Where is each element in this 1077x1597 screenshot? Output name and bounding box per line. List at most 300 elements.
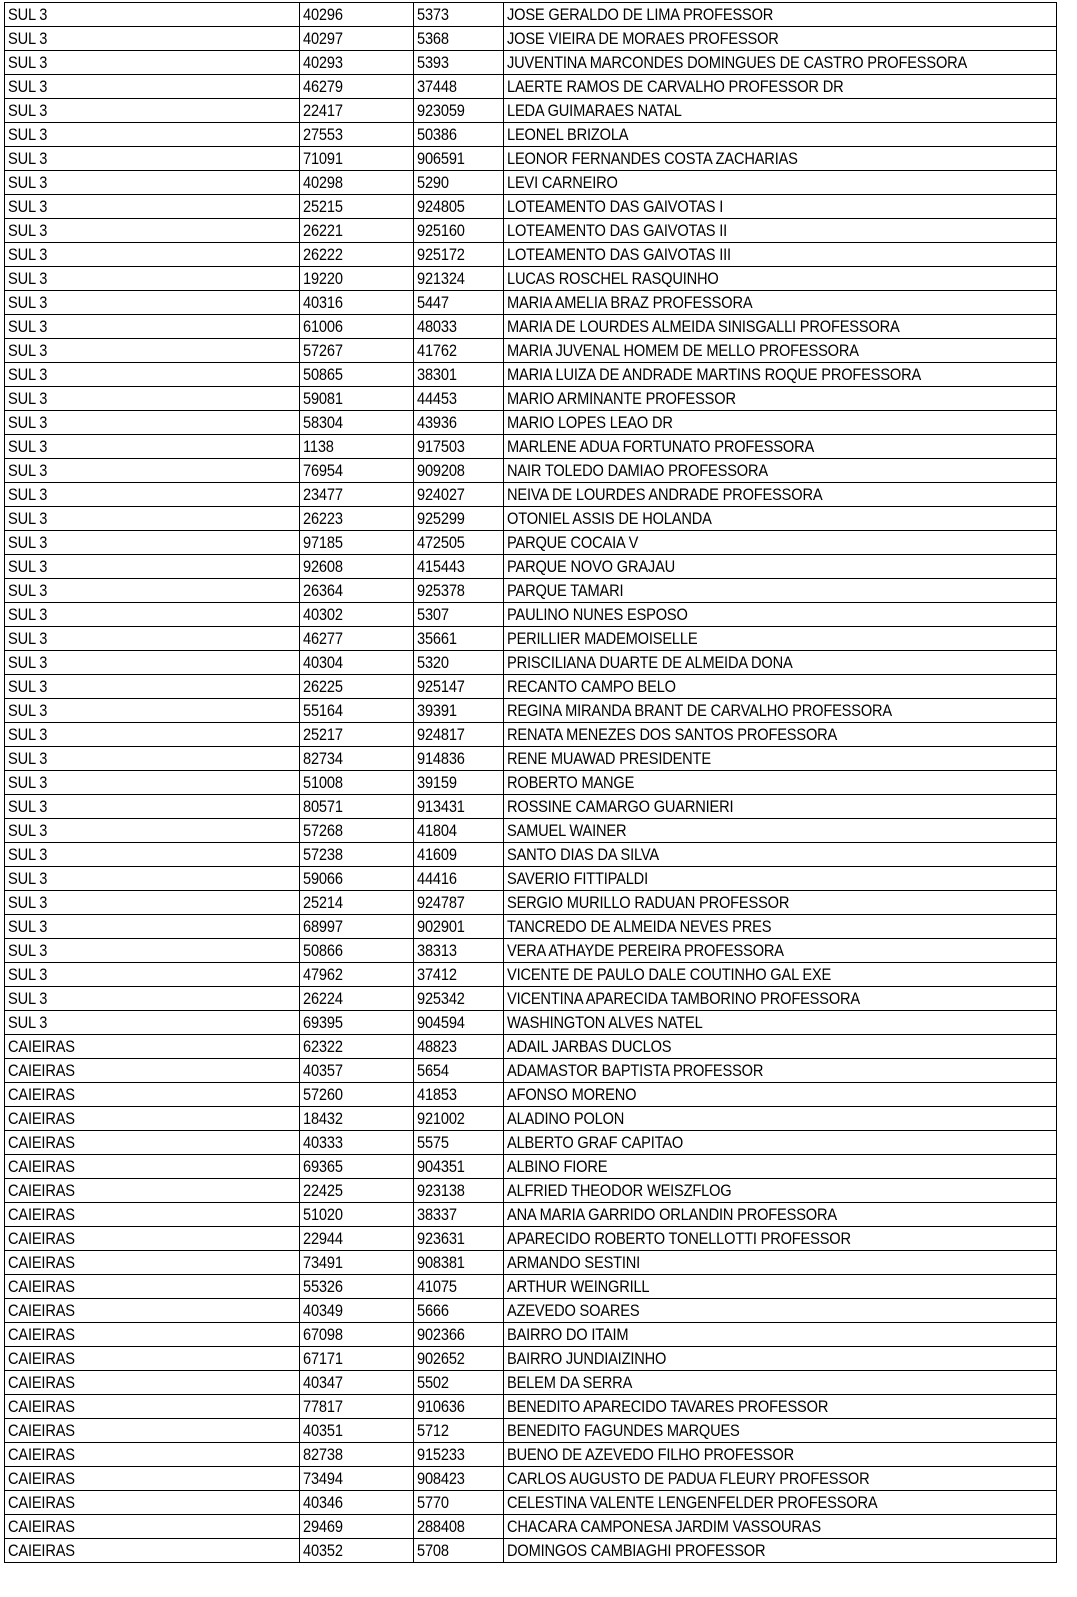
table-row	[5, 123, 1057, 147]
code-text: 40352	[303, 1541, 343, 1560]
code-cell	[300, 891, 414, 915]
region-cell	[5, 1179, 300, 1203]
table-row	[5, 3, 1057, 27]
school-name-text: PAULINO NUNES ESPOSO	[507, 605, 688, 624]
code-text: 40298	[303, 173, 343, 192]
code-cell	[300, 435, 414, 459]
table-row	[5, 963, 1057, 987]
school-name-cell	[504, 1275, 1057, 1299]
table-row	[5, 339, 1057, 363]
table-row	[5, 771, 1057, 795]
code-cell	[300, 411, 414, 435]
region-cell	[5, 963, 300, 987]
region-cell	[5, 579, 300, 603]
school-name-text: NAIR TOLEDO DAMIAO PROFESSORA	[507, 461, 768, 480]
table-row	[5, 1347, 1057, 1371]
school-name-cell	[504, 387, 1057, 411]
school-name-cell	[504, 747, 1057, 771]
region-cell	[5, 123, 300, 147]
inep-code-cell	[414, 651, 504, 675]
code-text: 25214	[303, 893, 343, 912]
region-text: SUL 3	[8, 965, 48, 984]
code-cell	[300, 675, 414, 699]
code-text: 57260	[303, 1085, 343, 1104]
code-cell	[300, 387, 414, 411]
school-name-text: PRISCILIANA DUARTE DE ALMEIDA DONA	[507, 653, 793, 672]
table-row	[5, 531, 1057, 555]
inep-code-text: 923059	[417, 101, 465, 120]
table-row	[5, 1467, 1057, 1491]
table-row	[5, 1131, 1057, 1155]
inep-code-text: 5654	[417, 1061, 449, 1080]
region-cell	[5, 939, 300, 963]
inep-code-text: 924805	[417, 197, 465, 216]
inep-code-cell	[414, 1443, 504, 1467]
code-text: 1138	[303, 437, 334, 456]
region-cell	[5, 1155, 300, 1179]
region-text: SUL 3	[8, 413, 48, 432]
school-name-cell	[504, 843, 1057, 867]
inep-code-cell	[414, 1203, 504, 1227]
inep-code-cell	[414, 507, 504, 531]
inep-code-text: 923631	[417, 1229, 465, 1248]
code-text: 73494	[303, 1469, 343, 1488]
table-row	[5, 819, 1057, 843]
region-text: CAIEIRAS	[8, 1325, 75, 1344]
code-cell	[300, 1347, 414, 1371]
school-name-text: LUCAS ROSCHEL RASQUINHO	[507, 269, 719, 288]
school-name-cell	[504, 531, 1057, 555]
region-cell	[5, 27, 300, 51]
school-name-text: PARQUE COCAIA V	[507, 533, 639, 552]
code-text: 55326	[303, 1277, 343, 1296]
inep-code-cell	[414, 555, 504, 579]
code-text: 40351	[303, 1421, 343, 1440]
table-row	[5, 51, 1057, 75]
code-cell	[300, 1227, 414, 1251]
region-text: SUL 3	[8, 173, 48, 192]
school-name-text: SAVERIO FITTIPALDI	[507, 869, 648, 888]
school-name-text: LEVI CARNEIRO	[507, 173, 618, 192]
school-table	[4, 2, 1057, 1563]
inep-code-text: 38301	[417, 365, 457, 384]
school-name-cell	[504, 1515, 1057, 1539]
inep-code-text: 924787	[417, 893, 465, 912]
inep-code-text: 44416	[417, 869, 457, 888]
inep-code-cell	[414, 123, 504, 147]
school-name-text: LOTEAMENTO DAS GAIVOTAS I	[507, 197, 724, 216]
table-row	[5, 1419, 1057, 1443]
code-cell	[300, 99, 414, 123]
school-name-cell	[504, 1395, 1057, 1419]
code-cell	[300, 1299, 414, 1323]
inep-code-text: 5666	[417, 1301, 449, 1320]
school-name-text: PERILLIER MADEMOISELLE	[507, 629, 698, 648]
inep-code-cell	[414, 1275, 504, 1299]
school-name-cell	[504, 1491, 1057, 1515]
table-row	[5, 1515, 1057, 1539]
code-text: 40302	[303, 605, 343, 624]
inep-code-cell	[414, 1011, 504, 1035]
code-cell	[300, 315, 414, 339]
inep-code-text: 924027	[417, 485, 465, 504]
school-name-text: SAMUEL WAINER	[507, 821, 627, 840]
school-name-cell	[504, 1371, 1057, 1395]
inep-code-cell	[414, 795, 504, 819]
region-text: CAIEIRAS	[8, 1109, 75, 1128]
school-name-cell	[504, 99, 1057, 123]
region-cell	[5, 1251, 300, 1275]
code-text: 82738	[303, 1445, 343, 1464]
inep-code-cell	[414, 723, 504, 747]
region-text: SUL 3	[8, 773, 48, 792]
code-cell	[300, 795, 414, 819]
inep-code-text: 910636	[417, 1397, 465, 1416]
inep-code-text: 906591	[417, 149, 465, 168]
code-text: 67171	[303, 1349, 343, 1368]
school-name-cell	[504, 1059, 1057, 1083]
inep-code-cell	[414, 1107, 504, 1131]
school-name-cell	[504, 75, 1057, 99]
code-cell	[300, 1059, 414, 1083]
inep-code-text: 5373	[417, 5, 449, 24]
school-name-text: DOMINGOS CAMBIAGHI PROFESSOR	[507, 1541, 766, 1560]
code-text: 57268	[303, 821, 343, 840]
school-name-text: MARIO ARMINANTE PROFESSOR	[507, 389, 736, 408]
code-cell	[300, 123, 414, 147]
code-text: 62322	[303, 1037, 343, 1056]
region-cell	[5, 507, 300, 531]
school-name-text: APARECIDO ROBERTO TONELLOTTI PROFESSOR	[507, 1229, 851, 1248]
region-cell	[5, 747, 300, 771]
code-text: 26221	[303, 221, 343, 240]
inep-code-cell	[414, 963, 504, 987]
school-name-cell	[504, 1227, 1057, 1251]
code-cell	[300, 939, 414, 963]
table-row	[5, 459, 1057, 483]
region-text: SUL 3	[8, 725, 48, 744]
region-text: CAIEIRAS	[8, 1517, 75, 1536]
region-cell	[5, 219, 300, 243]
code-cell	[300, 75, 414, 99]
school-name-cell	[504, 939, 1057, 963]
region-text: CAIEIRAS	[8, 1157, 75, 1176]
region-text: SUL 3	[8, 509, 48, 528]
code-cell	[300, 291, 414, 315]
school-name-cell	[504, 339, 1057, 363]
code-text: 92608	[303, 557, 343, 576]
school-name-cell	[504, 1155, 1057, 1179]
inep-code-cell	[414, 699, 504, 723]
code-cell	[300, 699, 414, 723]
table-row	[5, 1227, 1057, 1251]
school-name-text: MARIA JUVENAL HOMEM DE MELLO PROFESSORA	[507, 341, 859, 360]
code-text: 80571	[303, 797, 343, 816]
region-cell	[5, 1011, 300, 1035]
region-cell	[5, 867, 300, 891]
table-row	[5, 1203, 1057, 1227]
code-cell	[300, 1467, 414, 1491]
inep-code-text: 39391	[417, 701, 457, 720]
code-text: 18432	[303, 1109, 343, 1128]
school-name-text: VICENTINA APARECIDA TAMBORINO PROFESSORA	[507, 989, 861, 1008]
region-text: SUL 3	[8, 293, 48, 312]
table-row	[5, 1083, 1057, 1107]
inep-code-cell	[414, 363, 504, 387]
code-text: 67098	[303, 1325, 343, 1344]
inep-code-text: 925160	[417, 221, 465, 240]
code-text: 51008	[303, 773, 343, 792]
code-cell	[300, 3, 414, 27]
inep-code-text: 5307	[417, 605, 449, 624]
region-cell	[5, 411, 300, 435]
school-name-cell	[504, 819, 1057, 843]
region-cell	[5, 387, 300, 411]
code-text: 82734	[303, 749, 343, 768]
inep-code-cell	[414, 459, 504, 483]
region-cell	[5, 1347, 300, 1371]
region-cell	[5, 3, 300, 27]
inep-code-cell	[414, 627, 504, 651]
code-text: 59066	[303, 869, 343, 888]
inep-code-cell	[414, 1059, 504, 1083]
inep-code-cell	[414, 843, 504, 867]
region-cell	[5, 243, 300, 267]
school-name-cell	[504, 1419, 1057, 1443]
inep-code-cell	[414, 171, 504, 195]
inep-code-cell	[414, 267, 504, 291]
code-text: 40347	[303, 1373, 343, 1392]
code-cell	[300, 1179, 414, 1203]
region-cell	[5, 1419, 300, 1443]
region-cell	[5, 1395, 300, 1419]
code-text: 27553	[303, 125, 343, 144]
region-cell	[5, 483, 300, 507]
table-row	[5, 891, 1057, 915]
region-text: SUL 3	[8, 821, 48, 840]
inep-code-text: 902652	[417, 1349, 465, 1368]
region-cell	[5, 675, 300, 699]
inep-code-cell	[414, 1539, 504, 1563]
school-name-text: WASHINGTON ALVES NATEL	[507, 1013, 703, 1032]
school-name-text: ROBERTO MANGE	[507, 773, 635, 792]
region-text: SUL 3	[8, 605, 48, 624]
school-name-cell	[504, 723, 1057, 747]
code-cell	[300, 1107, 414, 1131]
school-name-text: RENE MUAWAD PRESIDENTE	[507, 749, 711, 768]
region-text: SUL 3	[8, 893, 48, 912]
region-cell	[5, 1107, 300, 1131]
school-name-cell	[504, 1539, 1057, 1563]
school-name-text: ADAMASTOR BAPTISTA PROFESSOR	[507, 1061, 764, 1080]
code-text: 40349	[303, 1301, 343, 1320]
school-name-text: JUVENTINA MARCONDES DOMINGUES DE CASTRO PROFESSORA	[507, 53, 968, 72]
region-cell	[5, 1371, 300, 1395]
region-cell	[5, 1059, 300, 1083]
region-text: CAIEIRAS	[8, 1373, 75, 1392]
inep-code-cell	[414, 291, 504, 315]
inep-code-cell	[414, 867, 504, 891]
table-row	[5, 483, 1057, 507]
inep-code-cell	[414, 75, 504, 99]
code-cell	[300, 819, 414, 843]
table-row	[5, 555, 1057, 579]
region-cell	[5, 459, 300, 483]
inep-code-text: 5708	[417, 1541, 449, 1560]
region-text: CAIEIRAS	[8, 1133, 75, 1152]
region-cell	[5, 51, 300, 75]
school-name-cell	[504, 435, 1057, 459]
region-text: SUL 3	[8, 53, 48, 72]
region-text: SUL 3	[8, 5, 48, 24]
inep-code-text: 41762	[417, 341, 457, 360]
region-cell	[5, 1275, 300, 1299]
school-name-text: SANTO DIAS DA SILVA	[507, 845, 659, 864]
school-name-text: ROSSINE CAMARGO GUARNIERI	[507, 797, 734, 816]
table-row	[5, 1299, 1057, 1323]
inep-code-text: 924817	[417, 725, 465, 744]
code-text: 58304	[303, 413, 343, 432]
table-row	[5, 99, 1057, 123]
region-cell	[5, 75, 300, 99]
region-text: SUL 3	[8, 101, 48, 120]
inep-code-cell	[414, 219, 504, 243]
inep-code-text: 904351	[417, 1157, 465, 1176]
table-row	[5, 1059, 1057, 1083]
inep-code-cell	[414, 1371, 504, 1395]
code-cell	[300, 1275, 414, 1299]
region-cell	[5, 1083, 300, 1107]
inep-code-cell	[414, 939, 504, 963]
region-cell	[5, 699, 300, 723]
inep-code-text: 41804	[417, 821, 457, 840]
school-name-cell	[504, 555, 1057, 579]
school-name-cell	[504, 267, 1057, 291]
region-cell	[5, 891, 300, 915]
inep-code-text: 925299	[417, 509, 465, 528]
school-name-cell	[504, 1011, 1057, 1035]
region-cell	[5, 603, 300, 627]
inep-code-text: 41609	[417, 845, 457, 864]
region-text: SUL 3	[8, 677, 48, 696]
inep-code-cell	[414, 1179, 504, 1203]
region-cell	[5, 555, 300, 579]
inep-code-cell	[414, 1395, 504, 1419]
region-cell	[5, 147, 300, 171]
school-name-text: RENATA MENEZES DOS SANTOS PROFESSORA	[507, 725, 838, 744]
school-name-cell	[504, 915, 1057, 939]
inep-code-text: 415443	[417, 557, 465, 576]
region-text: SUL 3	[8, 269, 48, 288]
school-name-text: CHACARA CAMPONESA JARDIM VASSOURAS	[507, 1517, 821, 1536]
inep-code-cell	[414, 1299, 504, 1323]
school-name-cell	[504, 963, 1057, 987]
code-cell	[300, 1251, 414, 1275]
inep-code-cell	[414, 1323, 504, 1347]
code-text: 69395	[303, 1013, 343, 1032]
inep-code-text: 37448	[417, 77, 457, 96]
school-name-text: BAIRRO DO ITAIM	[507, 1325, 629, 1344]
inep-code-text: 909208	[417, 461, 465, 480]
region-text: SUL 3	[8, 485, 48, 504]
region-cell	[5, 363, 300, 387]
region-cell	[5, 1131, 300, 1155]
table-row	[5, 1155, 1057, 1179]
inep-code-cell	[414, 243, 504, 267]
code-cell	[300, 1515, 414, 1539]
table-row	[5, 1275, 1057, 1299]
inep-code-cell	[414, 1467, 504, 1491]
code-text: 57267	[303, 341, 343, 360]
region-text: SUL 3	[8, 341, 48, 360]
inep-code-text: 902366	[417, 1325, 465, 1344]
inep-code-text: 50386	[417, 125, 457, 144]
code-text: 26225	[303, 677, 343, 696]
inep-code-text: 904594	[417, 1013, 465, 1032]
code-text: 50865	[303, 365, 343, 384]
region-cell	[5, 795, 300, 819]
code-cell	[300, 147, 414, 171]
inep-code-text: 35661	[417, 629, 457, 648]
region-text: SUL 3	[8, 941, 48, 960]
region-text: SUL 3	[8, 653, 48, 672]
region-text: SUL 3	[8, 461, 48, 480]
school-name-cell	[504, 1179, 1057, 1203]
region-text: SUL 3	[8, 845, 48, 864]
region-text: SUL 3	[8, 869, 48, 888]
table-row	[5, 915, 1057, 939]
code-cell	[300, 507, 414, 531]
code-text: 57238	[303, 845, 343, 864]
region-cell	[5, 1491, 300, 1515]
school-name-cell	[504, 219, 1057, 243]
table-row	[5, 387, 1057, 411]
school-name-cell	[504, 1251, 1057, 1275]
code-text: 40296	[303, 5, 343, 24]
school-name-text: BELEM DA SERRA	[507, 1373, 633, 1392]
region-cell	[5, 987, 300, 1011]
inep-code-cell	[414, 195, 504, 219]
school-name-text: JOSE GERALDO DE LIMA PROFESSOR	[507, 5, 774, 24]
school-name-cell	[504, 1443, 1057, 1467]
inep-code-cell	[414, 411, 504, 435]
school-name-text: ANA MARIA GARRIDO ORLANDIN PROFESSORA	[507, 1205, 837, 1224]
inep-code-text: 902901	[417, 917, 465, 936]
inep-code-cell	[414, 27, 504, 51]
code-text: 47962	[303, 965, 343, 984]
code-cell	[300, 483, 414, 507]
inep-code-text: 925147	[417, 677, 465, 696]
region-text: SUL 3	[8, 989, 48, 1008]
region-text: SUL 3	[8, 581, 48, 600]
region-text: SUL 3	[8, 437, 48, 456]
table-row	[5, 195, 1057, 219]
inep-code-text: 923138	[417, 1181, 465, 1200]
region-cell	[5, 267, 300, 291]
inep-code-cell	[414, 603, 504, 627]
school-name-cell	[504, 1323, 1057, 1347]
code-cell	[300, 1539, 414, 1563]
inep-code-text: 5393	[417, 53, 449, 72]
region-cell	[5, 99, 300, 123]
inep-code-cell	[414, 387, 504, 411]
region-text: SUL 3	[8, 389, 48, 408]
region-text: CAIEIRAS	[8, 1085, 75, 1104]
code-text: 40346	[303, 1493, 343, 1512]
school-name-text: BENEDITO FAGUNDES MARQUES	[507, 1421, 740, 1440]
inep-code-cell	[414, 1419, 504, 1443]
school-name-cell	[504, 507, 1057, 531]
